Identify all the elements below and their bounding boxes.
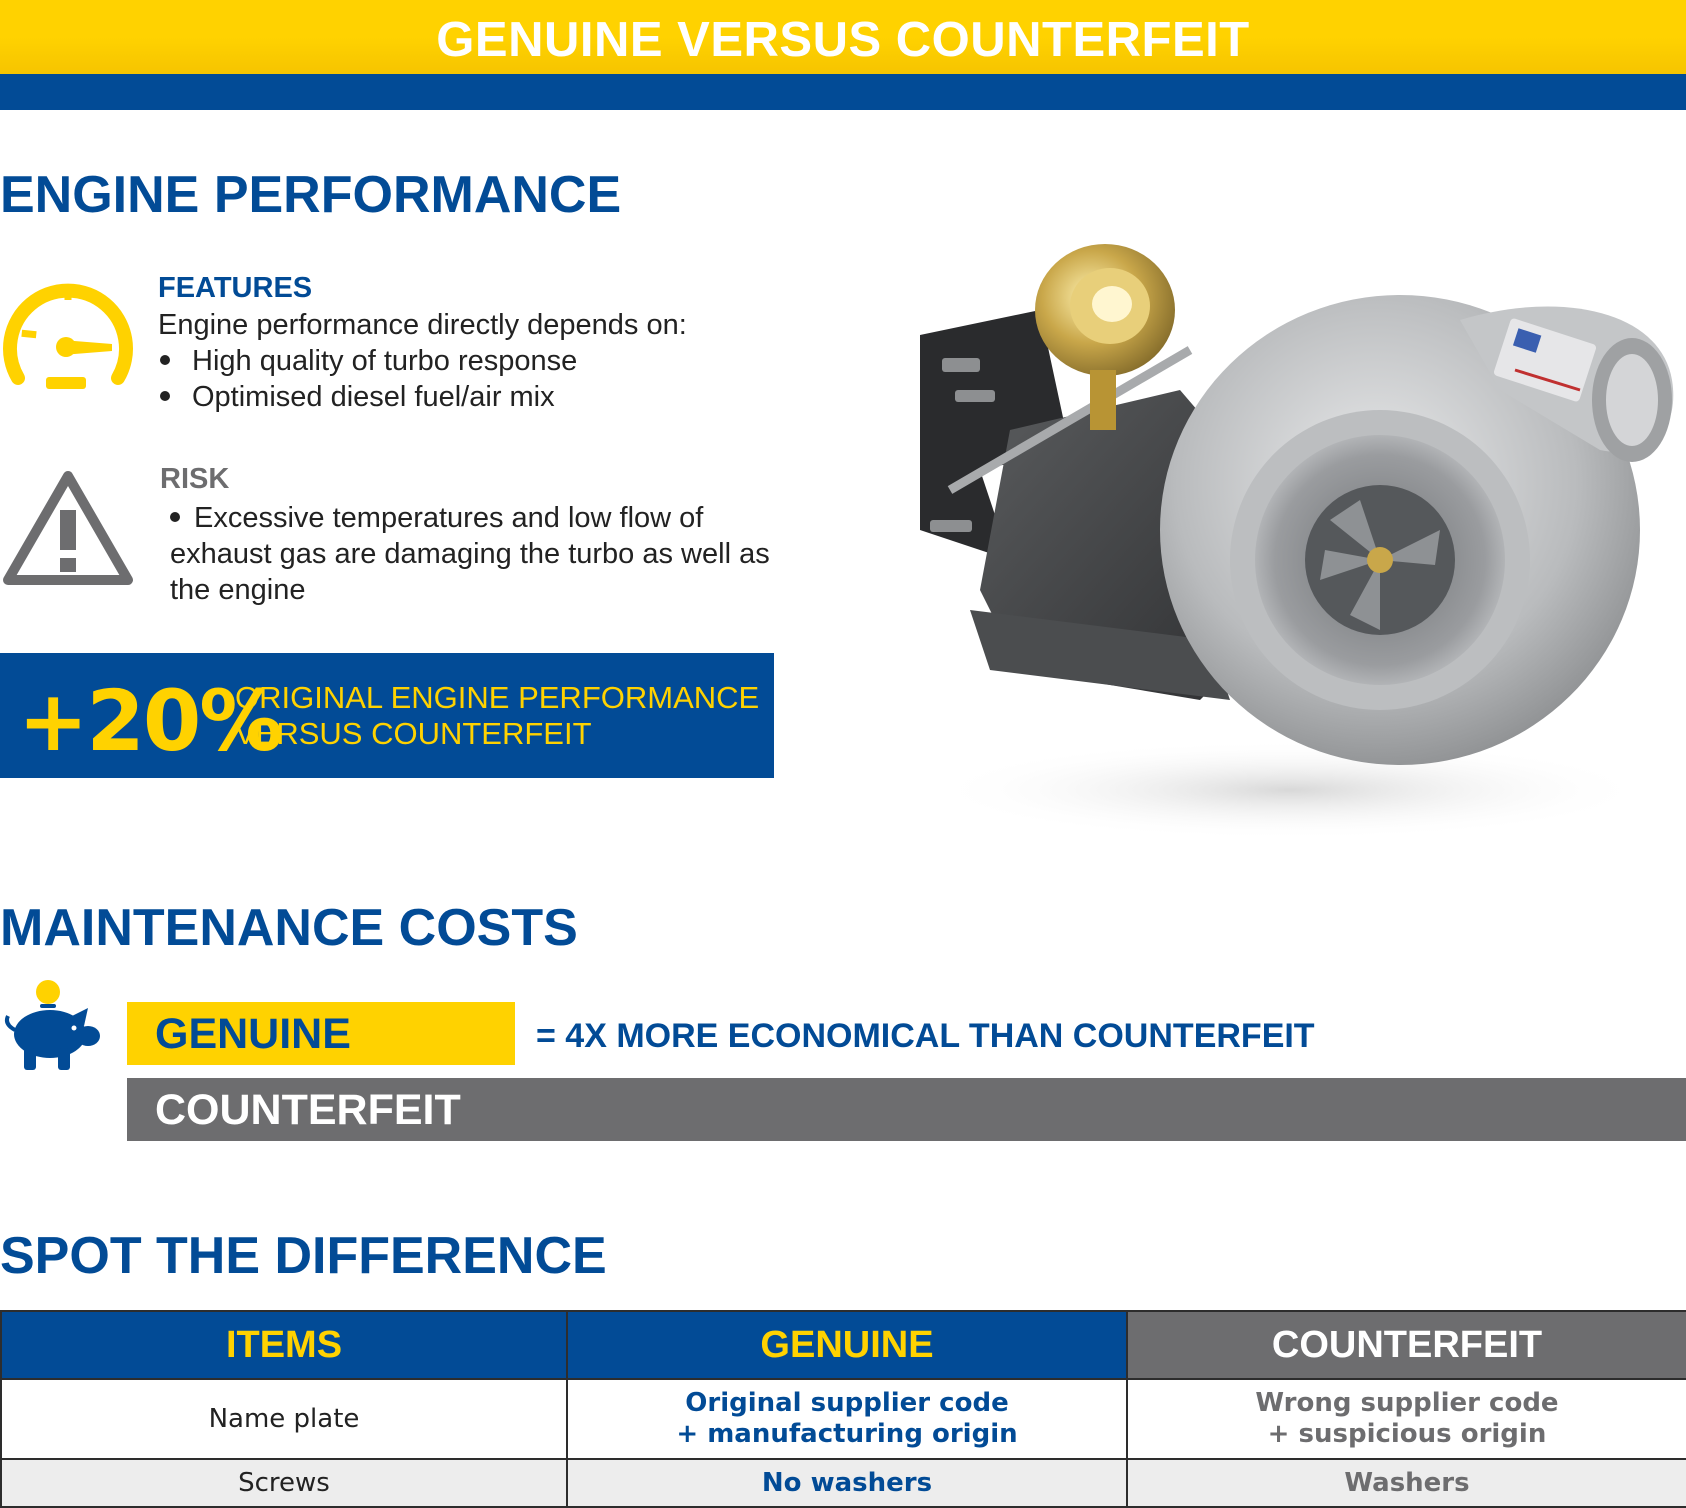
piggy-bank-icon	[0, 978, 104, 1074]
cell-genuine: No washers	[567, 1459, 1127, 1507]
stat-caption-line1: ORIGINAL ENGINE PERFORMANCE	[235, 680, 760, 715]
bullet-dot-icon	[160, 355, 170, 365]
risk-bullet: Excessive temperatures and low flow of exhaust gas are damaging the turbo as well as the engine	[170, 502, 770, 606]
warning-icon	[0, 466, 136, 590]
table-header-row	[1, 1311, 1686, 1379]
column-header-items: ITEMS	[1, 1311, 567, 1379]
features-heading: FEATURES	[158, 272, 313, 304]
speedometer-icon	[0, 278, 136, 398]
bullet-dot-icon	[170, 512, 180, 522]
page-title: GENUINE VERSUS COUNTERFEIT	[436, 13, 1250, 67]
difference-table	[0, 1310, 1686, 1508]
cell-genuine: Original supplier code + manufacturing origin	[567, 1379, 1127, 1459]
table-row	[1, 1379, 1686, 1459]
stat-caption-line2: VERSUS COUNTERFEIT	[235, 716, 592, 751]
column-header-counterfeit: COUNTERFEIT	[1127, 1311, 1686, 1379]
features-bullet: Optimised diesel fuel/air mix	[158, 381, 555, 414]
maintenance-costs-title: MAINTENANCE COSTS	[0, 899, 578, 957]
turbocharger-image	[860, 230, 1686, 850]
cell-item: Screws	[1, 1459, 567, 1507]
header-stripe	[0, 74, 1686, 110]
counterfeit-label: COUNTERFEIT	[155, 1086, 461, 1134]
cell-counterfeit: Wrong supplier code + suspicious origin	[1127, 1379, 1686, 1459]
features-bullet: High quality of turbo response	[158, 345, 577, 378]
column-header-genuine: GENUINE	[567, 1311, 1127, 1379]
cell-item: Name plate	[1, 1379, 567, 1459]
risk-heading: RISK	[160, 463, 230, 495]
economical-comparison: = 4X MORE ECONOMICAL THAN COUNTERFEIT	[536, 1017, 1315, 1055]
genuine-label: GENUINE	[155, 1010, 351, 1058]
cell-counterfeit: Washers	[1127, 1459, 1686, 1507]
stat-value: +20%	[18, 672, 282, 770]
table-row	[1, 1459, 1686, 1507]
engine-performance-title: ENGINE PERFORMANCE	[0, 166, 622, 224]
bullet-dot-icon	[160, 391, 170, 401]
features-intro: Engine performance directly depends on:	[158, 309, 687, 341]
spot-the-difference-title: SPOT THE DIFFERENCE	[0, 1227, 607, 1285]
